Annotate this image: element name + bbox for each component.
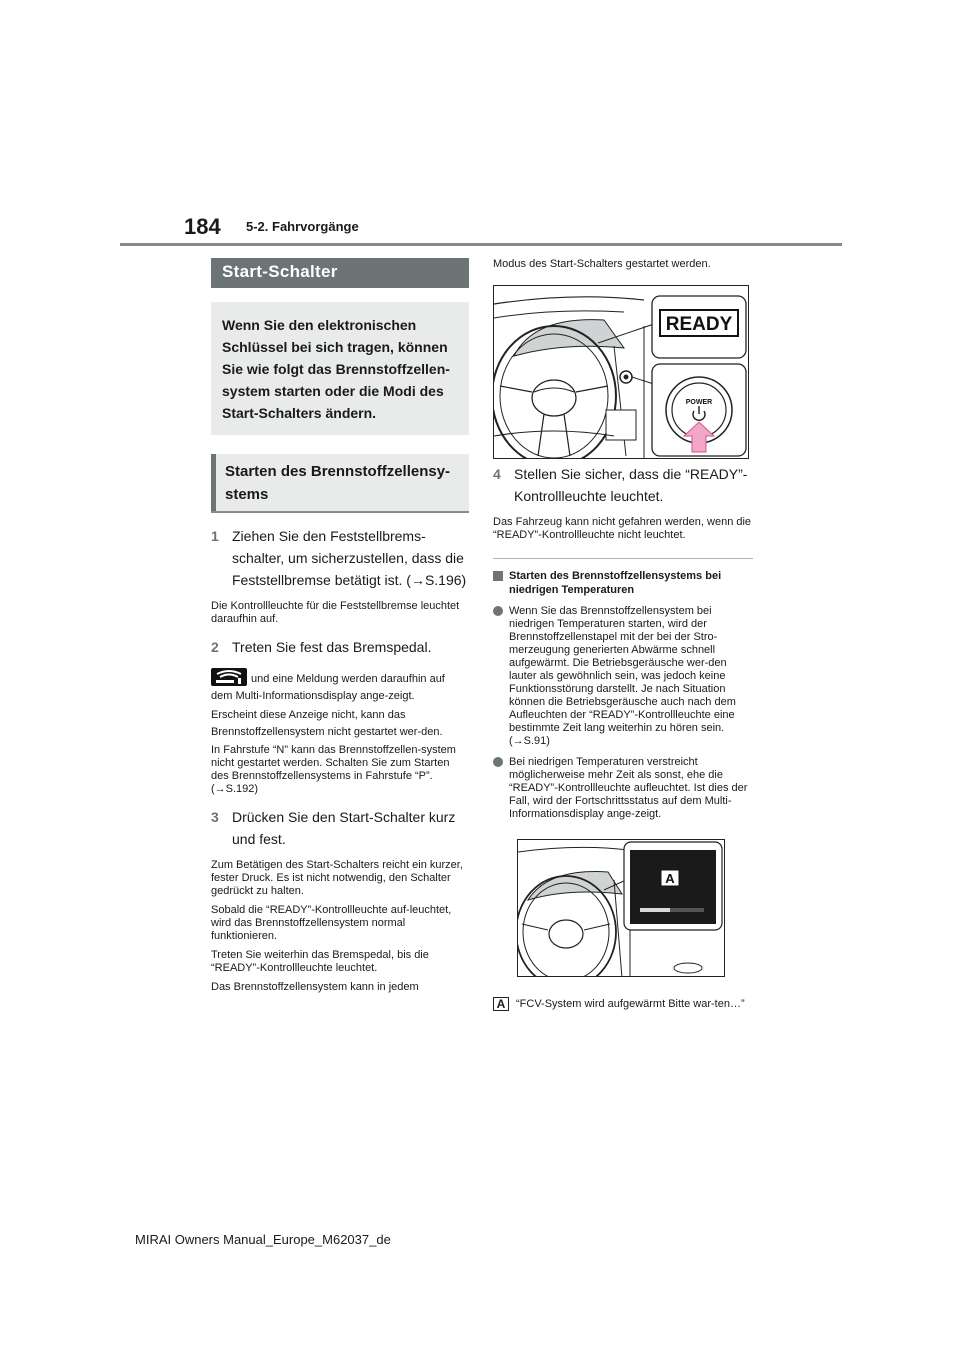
intro-box: Wenn Sie den elektronischen Schlüssel bei sich tragen, können Sie wie folgt das Brennstoffzellen-system starten oder die Modi des Start-Schalters ändern. bbox=[211, 302, 469, 435]
warmup-progress-bar bbox=[640, 908, 670, 912]
warmup-drawing bbox=[518, 840, 725, 977]
step-1 bbox=[211, 525, 469, 591]
step-3-note-2: Sobald die “READY”-Kontrollleuchte auf-leuchtet, wird das Brennstoffzellensystem normal funktionieren. bbox=[211, 904, 452, 942]
legend-text: “FCV-System wird aufgewärmt Bitte war-ten…” bbox=[516, 998, 745, 1010]
section-title: 5-2. Fahrvorgänge bbox=[246, 219, 359, 234]
square-bullet-icon bbox=[493, 571, 503, 581]
starting-heading: Starten des Brennstoffzellensy-stems bbox=[211, 454, 469, 511]
continuation-text: Modus des Start-Schalters gestartet werden. bbox=[493, 258, 711, 270]
step-text: Treten Sie fest das Bremspedal. bbox=[232, 639, 432, 655]
list-item bbox=[493, 605, 753, 748]
step-2 bbox=[211, 636, 469, 658]
step-1-note: Die Kontrollleuchte für die Feststellbremse leuchtet daraufhin auf. bbox=[211, 600, 460, 625]
step-text: Drücken Sie den Start-Schalter kurz und fest. bbox=[232, 809, 456, 847]
step-4 bbox=[493, 463, 753, 507]
header-rule bbox=[120, 243, 842, 246]
dashboard-illustration bbox=[493, 285, 749, 459]
brake-message-icon bbox=[211, 668, 247, 686]
page-footer: MIRAI Owners Manual_Europe_M62037_de bbox=[135, 1232, 391, 1247]
step-4-note: Das Fahrzeug kann nicht gefahren werden, wenn die “READY”-Kontrollleuchte nicht leuchtet. bbox=[493, 516, 752, 541]
heading-rule bbox=[211, 511, 469, 513]
step-2-note-3: In Fahrstufe “N” kann das Brennstoffzellen-system nicht gestartet werden. Schalten Sie zum Starten des Brennstoffzellensystems in Fahrstufe “P”. (→S.192) bbox=[211, 744, 456, 795]
dashboard-drawing bbox=[494, 286, 749, 459]
step-number: 1 bbox=[211, 528, 219, 544]
bullet-text: Wenn Sie das Brennstoffzellensystem bei niedrigen Temperaturen starten, wird der Brennstoffzellenstapel mit der bei der Stro-merzeugung generierten Abwärme schnell aufgewärmt. Die Betriebsgeräusche wer-den lauter als gewöhnlich sein, was jedoch keine Funktionsstörung darstellt. Je nach Situation können die Betriebsgeräusche auch nach dem Aufleuchten der “READY”-Kontrollleuchte eine bestimmte Zeit lang weiterhin zu hören sein. (→S.91) bbox=[509, 605, 736, 747]
step-3-note-1: Zum Betätigen des Start-Schalters reicht ein kurzer, fester Druck. Es ist nicht notwendig, den Schalter gedrückt zu halten. bbox=[211, 859, 463, 897]
cold-start-heading-text: Starten des Brennstoffzellensystems bei niedrigen Temperaturen bbox=[509, 570, 722, 596]
section-divider bbox=[493, 558, 753, 559]
step-number: 3 bbox=[211, 809, 219, 825]
legend-a bbox=[493, 989, 753, 1019]
step-text: Stellen Sie sicher, dass die “READY”-Kontrollleuchte leuchtet. bbox=[514, 466, 748, 504]
page-header bbox=[0, 0, 960, 250]
step-3-note-3: Treten Sie weiterhin das Bremspedal, bis die “READY”-Kontrollleuchte leuchtet. bbox=[211, 949, 429, 974]
legend-key: A bbox=[493, 997, 509, 1011]
step-2-note-2: Erscheint diese Anzeige nicht, kann das Brennstoffzellensystem nicht gestartet wer-den. bbox=[211, 709, 443, 738]
step-2-note bbox=[211, 668, 469, 705]
bullet-dot-icon bbox=[493, 606, 503, 616]
step-2-note-text: und eine Meldung werden daraufhin auf dem Multi-Informationsdisplay ange-zeigt. bbox=[211, 673, 445, 702]
step-number: 4 bbox=[493, 466, 501, 482]
step-3 bbox=[211, 806, 469, 850]
list-item bbox=[493, 756, 753, 821]
left-column bbox=[211, 258, 469, 994]
ready-indicator-label: READY bbox=[665, 314, 733, 335]
warmup-illustration bbox=[517, 839, 725, 977]
right-column bbox=[493, 258, 753, 1019]
power-label: POWER bbox=[685, 399, 713, 406]
step-text: Ziehen Sie den Feststellbrems-schalter, um sicherzustellen, dass die Feststellbremse betätigt ist. (→S.196) bbox=[232, 528, 467, 588]
start-schalter-title: Start-Schalter bbox=[211, 258, 469, 288]
step-3-note-4: Das Brennstoffzellensystem kann in jedem bbox=[211, 981, 419, 993]
bullet-dot-icon bbox=[493, 757, 503, 767]
page-number: 184 bbox=[184, 214, 221, 239]
callout-a-label: A bbox=[665, 871, 675, 886]
bullet-text: Bei niedrigen Temperaturen verstreicht möglicherweise mehr Zeit als sonst, ehe die “READY”-Kontrollleuchte aufleuchtet. Ist dies der Fall, wird der Fortschrittsstatus auf dem Multi-Informationsdisplay ange-zeigt. bbox=[509, 756, 748, 820]
cold-start-heading bbox=[493, 569, 753, 597]
step-number: 2 bbox=[211, 639, 219, 655]
